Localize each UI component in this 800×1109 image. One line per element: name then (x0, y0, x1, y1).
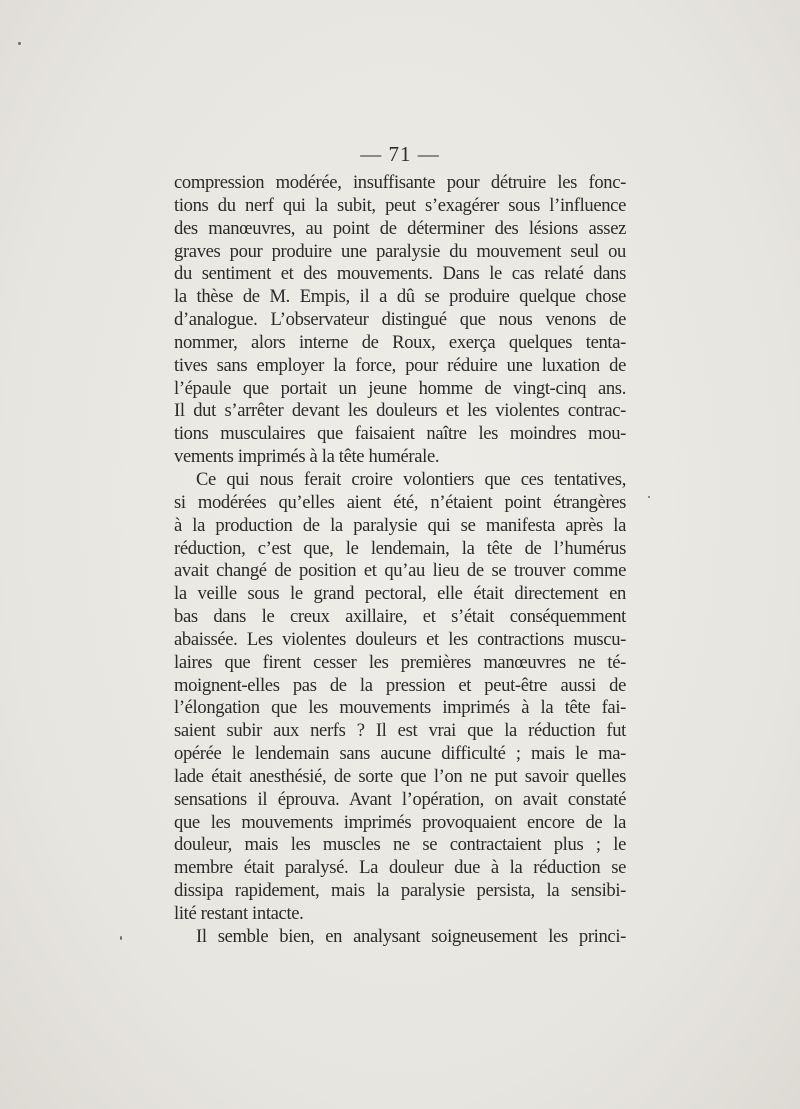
page-number: — 71 — (360, 142, 440, 166)
text-line: tives sans employer la force, pour réduire une luxation de (174, 354, 626, 376)
text-line: membre était paralysé. La douleur due à la réduction se (174, 857, 626, 879)
text-line: nommer, alors interne de Roux, exerça quelques tenta- (174, 331, 626, 353)
text-line: réduction, c’est que, le lendemain, la tête de l’humérus (174, 537, 626, 559)
text-line: saient subir aux nerfs ? Il est vrai que la réduction fut (174, 720, 626, 742)
text-line: lade était anesthésié, de sorte que l’on ne put savoir quelles (174, 765, 626, 787)
text-line: douleur, mais les muscles ne se contractaient plus ; le (174, 834, 626, 856)
text-line: du sentiment et des mouvements. Dans le cas relaté dans (174, 263, 626, 285)
text-line: avait changé de position et qu’au lieu de se trouver comme (174, 560, 626, 582)
text-line: d’analogue. L’observateur distingué que nous venons de (174, 309, 626, 331)
text-line: bas dans le creux axillaire, et s’était conséquemment (174, 606, 626, 628)
text-line: sensations il éprouva. Avant l’opération, on avait constaté (174, 788, 626, 810)
text-line: lité restant intacte. (174, 903, 304, 924)
body-text (174, 172, 626, 949)
text-line: Il dut s’arrêter devant les douleurs et les violentes contrac- (174, 400, 626, 422)
paper-speck (120, 936, 122, 940)
text-line: vements imprimés à la tête humérale. (174, 446, 440, 468)
text-line: Il semble bien, en analysant soigneusement les princi- (196, 925, 626, 947)
text-line: si modérées qu’elles aient été, n’étaient point étrangères (174, 491, 626, 513)
text-line: des manœuvres, au point de déterminer des lésions assez (174, 217, 626, 239)
text-line: l’élongation que les mouvements imprimés à la tête fai- (174, 697, 626, 719)
text-line: laires que firent cesser les premières manœuvres ne té- (174, 651, 626, 673)
paper-speck (18, 42, 21, 45)
text-line: tions du nerf qui la subit, peut s’exagérer sous l’influence (174, 194, 626, 216)
text-line: tions musculaires que faisaient naître les moindres mou- (174, 423, 626, 445)
text-line: dissipa rapidement, mais la paralysie persista, la sensibi- (174, 880, 626, 902)
text-line: compression modérée, insuffisante pour détruire les fonc- (174, 172, 626, 193)
text-line: à la production de la paralysie qui se manifesta après la (174, 514, 626, 536)
text-line: l’épaule que portait un jeune homme de vingt-cinq ans. (174, 377, 626, 399)
text-line: Ce qui nous ferait croire volontiers que ces tentatives, (196, 468, 626, 490)
text-line: la thèse de M. Empis, il a dû se produire quelque chose (174, 286, 626, 308)
text-line: abaissée. Les violentes douleurs et les contractions muscu- (174, 628, 626, 650)
text-line: opérée le lendemain sans aucune difficulté ; mais le ma- (174, 743, 626, 765)
text-line: la veille sous le grand pectoral, elle était directement en (174, 583, 626, 605)
paper-speck (648, 496, 650, 498)
text-line: que les mouvements imprimés provoquaient encore de la (174, 811, 626, 833)
text-line: graves pour produire une paralysie du mouvement seul ou (174, 240, 626, 262)
text-line: moignent-elles pas de la pression et peut-être aussi de (174, 674, 626, 696)
